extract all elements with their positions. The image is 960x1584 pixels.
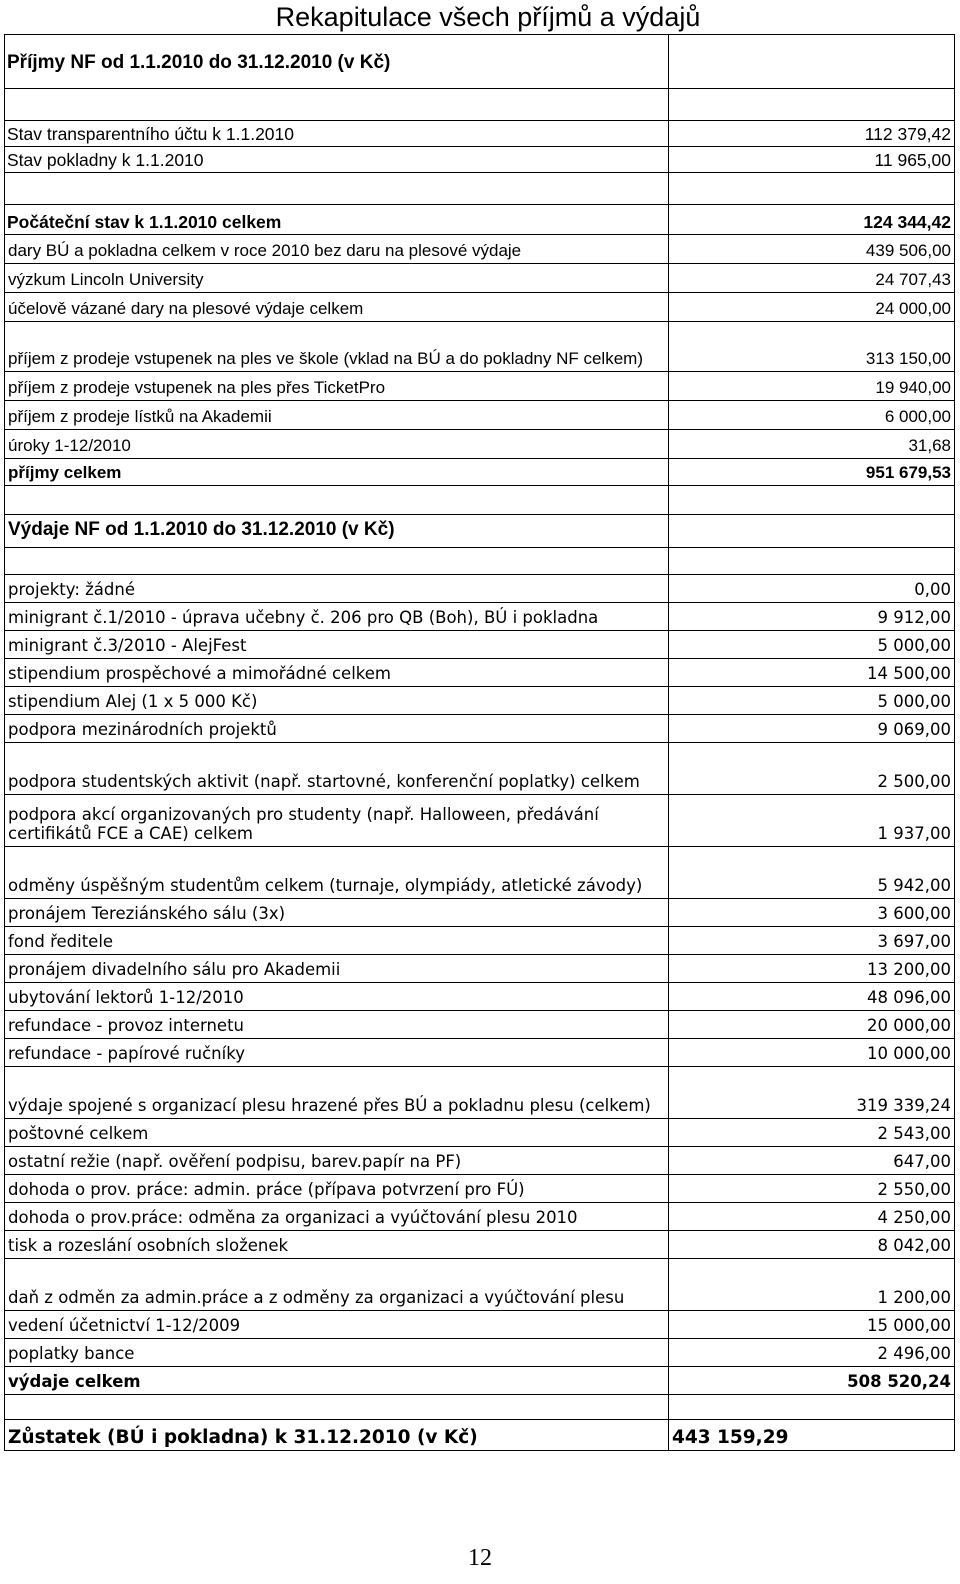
expense-item-label: odměny úspěšným studentům celkem (turnaje, olympiády, atletické závody) <box>5 847 669 899</box>
opening-row <box>5 147 955 173</box>
expense-item-value: 15 000,00 <box>669 1311 955 1339</box>
expense-item-value: 647,00 <box>669 1147 955 1175</box>
expense-item-value: 8 042,00 <box>669 1231 955 1259</box>
income-item <box>5 235 955 264</box>
expense-item-value: 3 697,00 <box>669 927 955 955</box>
income-item <box>5 264 955 293</box>
expense-item <box>5 1011 955 1039</box>
expense-item-value: 2 496,00 <box>669 1339 955 1367</box>
expense-item-label: ubytování lektorů 1-12/2010 <box>5 983 669 1011</box>
income-item-value: 313 150,00 <box>669 322 955 372</box>
spacer-row <box>5 89 955 121</box>
expense-item <box>5 1231 955 1259</box>
income-item-label: úroky 1-12/2010 <box>5 430 669 459</box>
balance-row-label: Zůstatek (BÚ i pokladna) k 31.12.2010 (v Kč) <box>5 1420 669 1451</box>
spacer-cell <box>5 89 669 121</box>
page-number: 12 <box>468 1545 492 1571</box>
income-total-row <box>5 459 955 486</box>
income-item-value: 24 000,00 <box>669 293 955 322</box>
expense-item <box>5 795 955 847</box>
expense-item <box>5 687 955 715</box>
opening-total-row <box>5 205 955 235</box>
income-item-value: 31,68 <box>669 430 955 459</box>
expense-item-label: podpora studentských aktivit (např. startovné, konferenční poplatky) celkem <box>5 743 669 795</box>
spacer-cell <box>669 548 955 575</box>
expense-item-label: refundace - provoz internetu <box>5 1011 669 1039</box>
expense-item-label: minigrant č.1/2010 - úprava učebny č. 206 pro QB (Boh), BÚ i pokladna <box>5 603 669 631</box>
expense-item-value: 48 096,00 <box>669 983 955 1011</box>
expense-item <box>5 847 955 899</box>
opening-total-label: Počáteční stav k 1.1.2010 celkem <box>5 205 669 235</box>
spacer-cell <box>5 486 669 515</box>
spacer-row <box>5 173 955 205</box>
expense-item-value: 20 000,00 <box>669 1011 955 1039</box>
expense-item-value: 13 200,00 <box>669 955 955 983</box>
expense-total-row-value: 508 520,24 <box>669 1367 955 1395</box>
income-header: Příjmy NF od 1.1.2010 do 31.12.2010 (v Kč) <box>5 35 669 89</box>
income-item-label: příjem z prodeje vstupenek na ples přes TicketPro <box>5 372 669 401</box>
expense-item-label: poplatky bance <box>5 1339 669 1367</box>
spacer-cell <box>669 1395 955 1420</box>
recap-table-body <box>5 35 955 1451</box>
expense-item-value: 2 500,00 <box>669 743 955 795</box>
expense-item-value: 4 250,00 <box>669 1203 955 1231</box>
spacer-row <box>5 548 955 575</box>
income-item-label: výzkum Lincoln University <box>5 264 669 293</box>
expense-item <box>5 1175 955 1203</box>
expense-item-value: 2 550,00 <box>669 1175 955 1203</box>
income-item <box>5 430 955 459</box>
expense-item <box>5 927 955 955</box>
expense-item <box>5 743 955 795</box>
expense-item-label: podpora akcí organizovaných pro studenty (např. Halloween, předávání certifikátů FCE a CAE) celkem <box>5 795 669 847</box>
expense-item-label: pronájem Tereziánského sálu (3x) <box>5 899 669 927</box>
expense-total-row <box>5 1367 955 1395</box>
expense-item <box>5 1259 955 1311</box>
expense-item <box>5 1339 955 1367</box>
expense-item-value: 319 339,24 <box>669 1067 955 1119</box>
expense-item <box>5 1039 955 1067</box>
spacer-cell <box>5 1395 669 1420</box>
expense-item <box>5 1147 955 1175</box>
expense-item-value: 10 000,00 <box>669 1039 955 1067</box>
spacer-row <box>5 486 955 515</box>
expense-item <box>5 715 955 743</box>
income-item-label: příjem z prodeje vstupenek na ples ve škole (vklad na BÚ a do pokladny NF celkem) <box>5 322 669 372</box>
income-item <box>5 293 955 322</box>
expense-header-row <box>5 515 955 548</box>
expense-item-label: projekty: žádné <box>5 575 669 603</box>
spacer-cell <box>669 89 955 121</box>
recap-table <box>4 34 955 1451</box>
expense-item <box>5 899 955 927</box>
expense-item-label: dohoda o prov. práce: admin. práce (přípava potvrzení pro FÚ) <box>5 1175 669 1203</box>
income-item-label: příjem z prodeje lístků na Akademii <box>5 401 669 430</box>
spacer-cell <box>5 548 669 575</box>
document-title-text: Rekapitulace všech příjmů a výdajů <box>275 2 701 32</box>
expense-item-label: poštovné celkem <box>5 1119 669 1147</box>
expense-item-label: refundace - papírové ručníky <box>5 1039 669 1067</box>
spacer-row <box>5 1395 955 1420</box>
expense-item <box>5 1119 955 1147</box>
balance-row <box>5 1420 955 1451</box>
expense-item-value: 9 912,00 <box>669 603 955 631</box>
expense-item <box>5 1203 955 1231</box>
expense-item-label: ostatní režie (např. ověření podpisu, barev.papír na PF) <box>5 1147 669 1175</box>
income-item-value: 24 707,43 <box>669 264 955 293</box>
expense-item-label: výdaje spojené s organizací plesu hrazené přes BÚ a pokladnu plesu (celkem) <box>5 1067 669 1119</box>
expense-item-label: dohoda o prov.práce: odměna za organizaci a vyúčtování plesu 2010 <box>5 1203 669 1231</box>
income-item-value: 6 000,00 <box>669 401 955 430</box>
balance-row-value: 443 159,29 <box>669 1420 955 1451</box>
expense-item-value: 9 069,00 <box>669 715 955 743</box>
income-item <box>5 401 955 430</box>
expense-header-row-value <box>669 515 955 548</box>
expense-item-value: 2 543,00 <box>669 1119 955 1147</box>
expense-item-value: 1 937,00 <box>669 795 955 847</box>
expense-item-value: 5 000,00 <box>669 687 955 715</box>
expense-item <box>5 983 955 1011</box>
expense-item-label: vedení účetnictví 1-12/2009 <box>5 1311 669 1339</box>
opening-label: Stav transparentního účtu k 1.1.2010 <box>5 121 669 147</box>
expense-item-label: pronájem divadelního sálu pro Akademii <box>5 955 669 983</box>
income-item-value: 19 940,00 <box>669 372 955 401</box>
spacer-cell <box>5 173 669 205</box>
expense-item <box>5 1311 955 1339</box>
expense-item-label: podpora mezinárodních projektů <box>5 715 669 743</box>
expense-header-row-label: Výdaje NF od 1.1.2010 do 31.12.2010 (v Kč) <box>5 515 669 548</box>
expense-item-label: stipendium prospěchové a mimořádné celkem <box>5 659 669 687</box>
expense-item-label: fond ředitele <box>5 927 669 955</box>
expense-item-value: 1 200,00 <box>669 1259 955 1311</box>
expense-item-label: stipendium Alej (1 x 5 000 Kč) <box>5 687 669 715</box>
expense-item-label: minigrant č.3/2010 - AlejFest <box>5 631 669 659</box>
expense-total-row-label: výdaje celkem <box>5 1367 669 1395</box>
income-header-empty <box>669 35 955 89</box>
expense-item <box>5 631 955 659</box>
expense-item-value: 5 000,00 <box>669 631 955 659</box>
spacer-cell <box>669 486 955 515</box>
expense-item-label: tisk a rozeslání osobních složenek <box>5 1231 669 1259</box>
opening-row <box>5 121 955 147</box>
document-title <box>0 2 960 33</box>
expense-item <box>5 575 955 603</box>
income-total-row-label: příjmy celkem <box>5 459 669 486</box>
opening-value: 11 965,00 <box>669 147 955 173</box>
opening-label: Stav pokladny k 1.1.2010 <box>5 147 669 173</box>
income-item-value: 439 506,00 <box>669 235 955 264</box>
expense-item <box>5 603 955 631</box>
income-item-label: dary BÚ a pokladna celkem v roce 2010 bez daru na plesové výdaje <box>5 235 669 264</box>
opening-value: 112 379,42 <box>669 121 955 147</box>
income-header-row <box>5 35 955 89</box>
opening-total-value: 124 344,42 <box>669 205 955 235</box>
expense-item-value: 3 600,00 <box>669 899 955 927</box>
income-item <box>5 372 955 401</box>
spacer-cell <box>669 173 955 205</box>
income-item <box>5 322 955 372</box>
income-total-row-value: 951 679,53 <box>669 459 955 486</box>
expense-item <box>5 659 955 687</box>
expense-item <box>5 1067 955 1119</box>
income-item-label: účelově vázané dary na plesové výdaje celkem <box>5 293 669 322</box>
expense-item-value: 5 942,00 <box>669 847 955 899</box>
expense-item-value: 14 500,00 <box>669 659 955 687</box>
expense-item-label: daň z odměn za admin.práce a z odměny za organizaci a vyúčtování plesu <box>5 1259 669 1311</box>
expense-item-value: 0,00 <box>669 575 955 603</box>
expense-item <box>5 955 955 983</box>
